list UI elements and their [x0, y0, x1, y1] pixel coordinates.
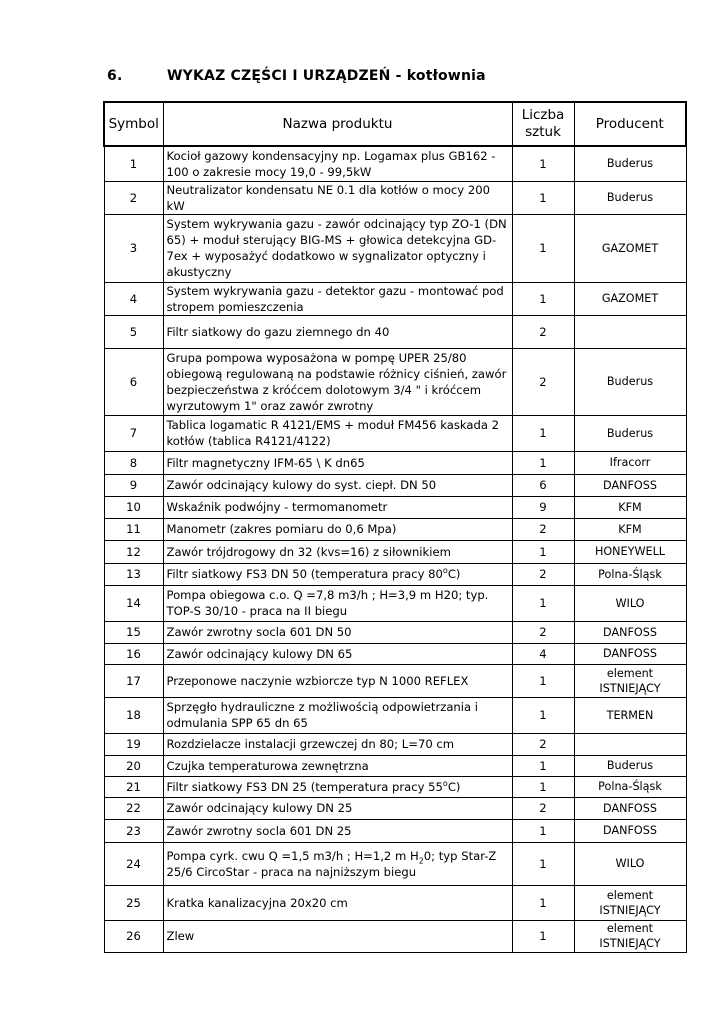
- cell-symbol: 8: [104, 451, 163, 474]
- cell-qty: 1: [512, 214, 574, 282]
- cell-qty: 2: [512, 797, 574, 819]
- cell-producer: Buderus: [574, 181, 686, 214]
- table-row: [104, 348, 686, 415]
- cell-name: Manometr (zakres pomiaru do 0,6 Mpa): [163, 518, 512, 540]
- cell-qty: 1: [512, 415, 574, 451]
- cell-symbol: 13: [104, 563, 163, 585]
- cell-producer: element ISTNIEJĄCY: [574, 885, 686, 920]
- table-row: [104, 315, 686, 348]
- cell-name-text: Pompa cyrk. cwu Q =1,5 m3/h ; H=1,2 m H: [166, 848, 419, 863]
- cell-name: System wykrywania gazu - zawór odcinający typ ZO-1 (DN 65) + moduł sterujący BIG-MS + głowica detekcyjna GD-7ex + wyposażyć dodatkowo w sygnalizator optyczny i akustyczny: [163, 214, 512, 282]
- table-row: [104, 920, 686, 952]
- cell-producer: DANFOSS: [574, 643, 686, 664]
- cell-producer: [574, 733, 686, 755]
- table-row: [104, 540, 686, 563]
- cell-producer: WILO: [574, 585, 686, 621]
- cell-qty: 1: [512, 585, 574, 621]
- table-row: [104, 518, 686, 540]
- cell-qty: 1: [512, 451, 574, 474]
- header-symbol: Symbol: [104, 102, 163, 146]
- section-number: 6.: [107, 68, 123, 84]
- cell-symbol: 23: [104, 819, 163, 842]
- table-row: [104, 797, 686, 819]
- cell-symbol: 22: [104, 797, 163, 819]
- cell-qty: 1: [512, 755, 574, 776]
- cell-name: Kratka kanalizacyjna 20x20 cm: [163, 885, 512, 920]
- cell-producer: GAZOMET: [574, 282, 686, 315]
- cell-symbol: 1: [104, 146, 163, 181]
- cell-name: Grupa pompowa wyposażona w pompę UPER 25/80 obiegową regulowaną na podstawie różnicy ciśnień, zawór bezpieczeństwa z króćcem dolotowym 3/4 " i króćcem wyrzutowym 1" oraz zawór zwrotny: [163, 348, 512, 415]
- section-heading: [107, 68, 486, 84]
- cell-name: Filtr siatkowy do gazu ziemnego dn 40: [163, 315, 512, 348]
- cell-qty: 2: [512, 621, 574, 643]
- cell-producer: HONEYWELL: [574, 540, 686, 563]
- cell-name: Sprzęgło hydrauliczne z możliwością odpowietrzania i odmulania SPP 65 dn 65: [163, 697, 512, 733]
- header-qty: Liczba sztuk: [512, 102, 574, 146]
- cell-symbol: 21: [104, 776, 163, 797]
- table-row: [104, 415, 686, 451]
- cell-symbol: 4: [104, 282, 163, 315]
- cell-name: Kocioł gazowy kondensacyjny np. Logamax plus GB162 - 100 o zakresie mocy 19,0 - 99,5kW: [163, 146, 512, 181]
- cell-producer: Buderus: [574, 146, 686, 181]
- cell-name: Zawór zwrotny socla 601 DN 50: [163, 621, 512, 643]
- cell-producer: Polna-Śląsk: [574, 776, 686, 797]
- cell-qty: 1: [512, 842, 574, 885]
- cell-symbol: 14: [104, 585, 163, 621]
- header-name: Nazwa produktu: [163, 102, 512, 146]
- cell-symbol: 9: [104, 474, 163, 496]
- cell-name: [163, 563, 512, 585]
- cell-name: Filtr magnetyczny IFM-65 \ K dn65: [163, 451, 512, 474]
- table-row: [104, 664, 686, 697]
- cell-producer: Polna-Śląsk: [574, 563, 686, 585]
- cell-symbol: 7: [104, 415, 163, 451]
- cell-producer: Buderus: [574, 348, 686, 415]
- cell-producer: Buderus: [574, 415, 686, 451]
- cell-symbol: 12: [104, 540, 163, 563]
- cell-symbol: 5: [104, 315, 163, 348]
- table-row: [104, 181, 686, 214]
- cell-name: Wskaźnik podwójny - termomanometr: [163, 496, 512, 518]
- cell-name: [163, 776, 512, 797]
- subscript: 2: [418, 855, 424, 865]
- cell-name: Rozdzielacze instalacji grzewczej dn 80; L=70 cm: [163, 733, 512, 755]
- cell-qty: 2: [512, 563, 574, 585]
- parts-table: [103, 101, 687, 953]
- table-header-row: [104, 102, 686, 146]
- table-row: [104, 819, 686, 842]
- cell-qty: 2: [512, 518, 574, 540]
- table-row: [104, 755, 686, 776]
- cell-qty: 1: [512, 146, 574, 181]
- cell-producer: Buderus: [574, 755, 686, 776]
- cell-qty: 1: [512, 697, 574, 733]
- cell-producer: element ISTNIEJĄCY: [574, 664, 686, 697]
- cell-qty: 1: [512, 282, 574, 315]
- table-row: [104, 563, 686, 585]
- cell-name: Neutralizator kondensatu NE 0.1 dla kotłów o mocy 200 kW: [163, 181, 512, 214]
- cell-qty: 1: [512, 776, 574, 797]
- cell-producer: DANFOSS: [574, 621, 686, 643]
- table-row: [104, 496, 686, 518]
- cell-name: Przeponowe naczynie wzbiorcze typ N 1000 REFLEX: [163, 664, 512, 697]
- cell-name: Zawór zwrotny socla 601 DN 25: [163, 819, 512, 842]
- cell-producer: DANFOSS: [574, 819, 686, 842]
- cell-name: Zawór odcinający kulowy DN 65: [163, 643, 512, 664]
- cell-qty: 9: [512, 496, 574, 518]
- cell-name-text-end: C): [447, 779, 461, 794]
- cell-symbol: 17: [104, 664, 163, 697]
- cell-symbol: 3: [104, 214, 163, 282]
- cell-name-text: Filtr siatkowy FS3 DN 25 (temperatura pracy 55: [166, 779, 443, 794]
- cell-name: [163, 842, 512, 885]
- table-row: [104, 146, 686, 181]
- cell-symbol: 18: [104, 697, 163, 733]
- cell-name: Zawór trójdrogowy dn 32 (kvs=16) z siłownikiem: [163, 540, 512, 563]
- cell-symbol: 15: [104, 621, 163, 643]
- degree-superscript: o: [442, 566, 448, 576]
- cell-qty: 2: [512, 315, 574, 348]
- cell-name: Pompa obiegowa c.o. Q =7,8 m3/h ; H=3,9 m H20; typ. TOP-S 30/10 - praca na II biegu: [163, 585, 512, 621]
- table-row: [104, 697, 686, 733]
- table-row: [104, 451, 686, 474]
- cell-symbol: 26: [104, 920, 163, 952]
- cell-qty: 1: [512, 181, 574, 214]
- table-row: [104, 214, 686, 282]
- table-row: [104, 842, 686, 885]
- table-row: [104, 733, 686, 755]
- cell-symbol: 25: [104, 885, 163, 920]
- cell-producer: DANFOSS: [574, 797, 686, 819]
- cell-qty: 4: [512, 643, 574, 664]
- cell-symbol: 19: [104, 733, 163, 755]
- cell-symbol: 10: [104, 496, 163, 518]
- header-producer: Producent: [574, 102, 686, 146]
- cell-producer: WILO: [574, 842, 686, 885]
- degree-superscript: o: [442, 778, 448, 788]
- cell-producer: Ifracorr: [574, 451, 686, 474]
- table-row: [104, 776, 686, 797]
- cell-producer: KFM: [574, 518, 686, 540]
- cell-qty: 2: [512, 733, 574, 755]
- table-row: [104, 474, 686, 496]
- cell-name: Zlew: [163, 920, 512, 952]
- table-row: [104, 643, 686, 664]
- cell-symbol: 6: [104, 348, 163, 415]
- cell-producer: TERMEN: [574, 697, 686, 733]
- cell-symbol: 16: [104, 643, 163, 664]
- cell-name: System wykrywania gazu - detektor gazu - montować pod stropem pomieszczenia: [163, 282, 512, 315]
- cell-symbol: 24: [104, 842, 163, 885]
- cell-qty: 2: [512, 348, 574, 415]
- cell-producer: [574, 315, 686, 348]
- cell-qty: 6: [512, 474, 574, 496]
- cell-qty: 1: [512, 819, 574, 842]
- table-row: [104, 585, 686, 621]
- cell-producer: KFM: [574, 496, 686, 518]
- table-row: [104, 621, 686, 643]
- cell-symbol: 11: [104, 518, 163, 540]
- cell-qty: 1: [512, 920, 574, 952]
- cell-name: Zawór odcinający kulowy DN 25: [163, 797, 512, 819]
- cell-qty: 1: [512, 664, 574, 697]
- section-title: WYKAZ CZĘŚCI I URZĄDZEŃ - kotłownia: [167, 68, 486, 84]
- cell-symbol: 20: [104, 755, 163, 776]
- cell-qty: 1: [512, 540, 574, 563]
- cell-symbol: 2: [104, 181, 163, 214]
- cell-name: Tablica logamatic R 4121/EMS + moduł FM456 kaskada 2 kotłów (tablica R4121/4122): [163, 415, 512, 451]
- cell-qty: 1: [512, 885, 574, 920]
- cell-name-text-end: C): [447, 567, 461, 581]
- cell-name: Czujka temperaturowa zewnętrzna: [163, 755, 512, 776]
- cell-producer: element ISTNIEJĄCY: [574, 920, 686, 952]
- cell-producer: DANFOSS: [574, 474, 686, 496]
- cell-name: Zawór odcinający kulowy do syst. ciepł. DN 50: [163, 474, 512, 496]
- cell-name-text: Filtr siatkowy FS3 DN 50 (temperatura pracy 80: [166, 567, 443, 581]
- table-row: [104, 885, 686, 920]
- cell-name-text-end: 0; typ Star-Z 25/6 CircoStar - praca na najniższym biegu: [166, 848, 497, 879]
- cell-producer: GAZOMET: [574, 214, 686, 282]
- table-row: [104, 282, 686, 315]
